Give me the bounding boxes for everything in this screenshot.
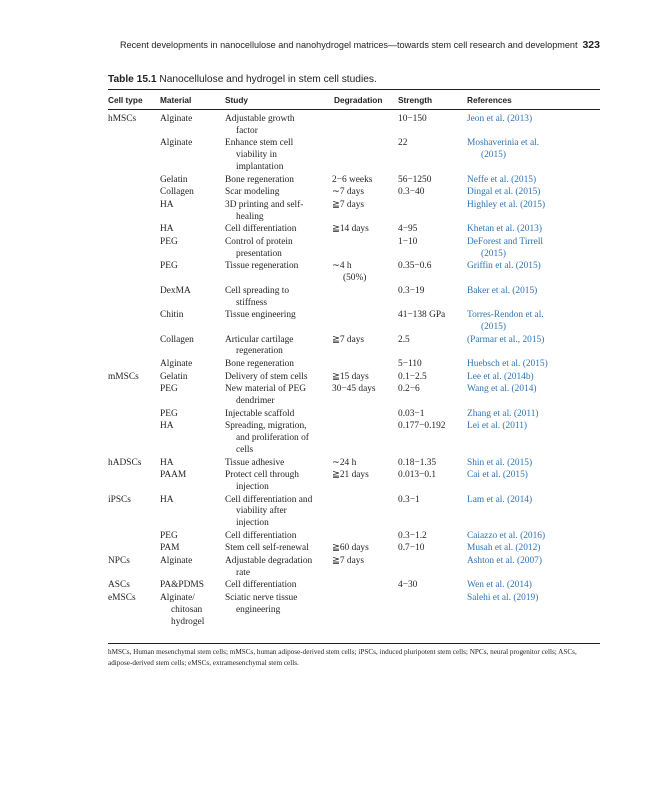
study-cell — [225, 359, 329, 371]
reference-text: Torres-Rendon et al. — [467, 310, 544, 321]
study-cell — [225, 175, 329, 187]
study-cell — [225, 409, 329, 421]
material-text: HA — [160, 224, 174, 235]
study-text: Control of protein — [225, 236, 293, 247]
strength-text: 10−150 — [398, 114, 427, 124]
strength-text: 0.1−2.5 — [398, 371, 427, 382]
study-text: Injectable scaffold — [225, 408, 295, 419]
material-cell — [160, 114, 222, 126]
strength-cell — [398, 187, 466, 199]
degradation-text: 2−6 weeks — [332, 174, 373, 185]
cell-type-text: mMSCs — [108, 371, 139, 382]
study-cell — [225, 237, 329, 261]
degradation-cell — [332, 335, 390, 347]
study-cell — [225, 495, 329, 530]
reference-text: (2015) — [481, 321, 506, 332]
degradation-text: (50%) — [343, 273, 367, 284]
study-cell — [225, 543, 329, 555]
study-cell — [225, 286, 329, 310]
strength-text: 1−10 — [398, 236, 418, 247]
reference-cell — [467, 409, 600, 421]
material-text: hydrogel — [171, 616, 205, 627]
study-text: Cell differentiation — [225, 580, 297, 591]
study-cell — [225, 556, 329, 580]
strength-cell — [398, 495, 466, 507]
strength-text: 0.013−0.1 — [398, 470, 437, 481]
reference-cell — [467, 224, 600, 236]
material-text: PEG — [160, 384, 178, 395]
study-text: rate — [236, 567, 251, 578]
degradation-cell — [332, 261, 390, 285]
reference-text: Dingal et al. (2015) — [467, 187, 541, 198]
study-text: stiffness — [236, 297, 268, 308]
study-cell — [225, 335, 329, 359]
reference-cell — [467, 531, 600, 543]
material-text: Alginate — [160, 138, 193, 149]
strength-cell — [398, 384, 466, 396]
reference-text: Lam et al. (2014) — [467, 494, 533, 505]
reference-text: Salehi et al. (2019) — [467, 593, 539, 604]
degradation-text: ≧21 days — [332, 470, 369, 481]
material-text: PEG — [160, 530, 178, 541]
reference-text: Huebsch et al. (2015) — [467, 359, 548, 370]
strength-text: 41−138 GPa — [398, 310, 446, 321]
degradation-text: ∼24 h — [332, 457, 357, 468]
study-text: and proliferation of — [236, 433, 309, 444]
reference-text: Caiazzo et al. (2016) — [467, 530, 546, 541]
material-text: Alginate — [160, 359, 193, 370]
study-cell — [225, 384, 329, 408]
reference-cell — [467, 175, 600, 187]
study-cell — [225, 372, 329, 384]
material-text: HA — [160, 421, 174, 432]
reference-cell — [467, 421, 600, 433]
study-text: injection — [236, 518, 269, 529]
cell-type-text: iPSCs — [108, 494, 131, 505]
reference-cell — [467, 261, 600, 273]
reference-text: Lei et al. (2011) — [467, 421, 528, 432]
material-cell — [160, 224, 222, 236]
study-text: regeneration — [236, 346, 283, 357]
reference-cell — [467, 543, 600, 555]
reference-text: (Parmar et al., 2015) — [467, 334, 545, 345]
study-text: Adjustable degradation — [225, 556, 313, 567]
cell-type-cell — [108, 556, 158, 568]
reference-cell — [467, 458, 600, 470]
degradation-cell — [332, 543, 390, 555]
material-cell — [160, 372, 222, 384]
study-text: Cell differentiation — [225, 224, 297, 235]
strength-cell — [398, 224, 466, 236]
study-text: Tissue adhesive — [225, 457, 285, 468]
reference-cell — [467, 200, 600, 212]
strength-text: 0.3−40 — [398, 187, 425, 198]
study-text: New material of PEG — [225, 384, 306, 395]
material-text: Alginate/ — [160, 593, 195, 604]
material-cell — [160, 261, 222, 273]
reference-cell — [467, 556, 600, 568]
strength-cell — [398, 372, 466, 384]
study-text: Stem cell self-renewal — [225, 543, 309, 554]
material-cell — [160, 286, 222, 298]
material-text: HA — [160, 199, 174, 210]
reference-cell — [467, 359, 600, 371]
study-text: viability in — [236, 150, 277, 161]
cell-type-cell — [108, 458, 158, 470]
study-text: Cell spreading to — [225, 285, 290, 296]
reference-text: DeForest and Tirrell — [467, 236, 544, 247]
material-text: PA&PDMS — [160, 580, 204, 591]
material-cell — [160, 470, 222, 482]
reference-text: Khetan et al. (2013) — [467, 224, 542, 235]
cell-type-text: NPCs — [108, 556, 130, 567]
material-text: Chitin — [160, 310, 184, 321]
strength-text: 0.3−19 — [398, 285, 425, 296]
material-text: HA — [160, 494, 174, 505]
study-text: Articular cartilage — [225, 334, 294, 345]
material-text: Alginate — [160, 556, 193, 567]
strength-cell — [398, 359, 466, 371]
material-text: Collagen — [160, 334, 194, 345]
reference-cell — [467, 114, 600, 126]
strength-cell — [398, 261, 466, 273]
material-text: HA — [160, 457, 174, 468]
strength-cell — [398, 286, 466, 298]
reference-cell — [467, 495, 600, 507]
degradation-cell — [332, 470, 390, 482]
material-cell — [160, 421, 222, 433]
reference-cell — [467, 237, 600, 261]
reference-text: Jeon et al. (2013) — [467, 114, 533, 124]
study-text: Protect cell through — [225, 470, 299, 481]
table-footnote: hMSCs, Human mesenchymal stem cells; mMSCs, human adipose-derived stem cells; iPSCs, induced pluripotent stem cells; NPCs, neural progenitor cells; ASCs, adipose-derived stem cells; eMSCs, extramesenchymal stem cells. — [108, 648, 577, 667]
study-text: Cell differentiation and — [225, 494, 313, 505]
strength-cell — [398, 458, 466, 470]
page-number: 323 — [582, 39, 600, 51]
reference-text: Cai et al. (2015) — [467, 470, 528, 481]
strength-text: 4−95 — [398, 224, 418, 235]
material-text: PEG — [160, 261, 178, 272]
reference-text: Baker et al. (2015) — [467, 285, 538, 296]
strength-cell — [398, 531, 466, 543]
degradation-cell — [332, 175, 390, 187]
study-cell — [225, 421, 329, 456]
strength-text: 2.5 — [398, 334, 410, 345]
degradation-cell — [332, 372, 390, 384]
degradation-text: ∼7 days — [332, 187, 365, 198]
reference-cell — [467, 384, 600, 396]
strength-cell — [398, 543, 466, 555]
cell-type-cell — [108, 495, 158, 507]
cell-type-cell — [108, 372, 158, 384]
material-text: PEG — [160, 408, 178, 419]
degradation-cell — [332, 187, 390, 199]
reference-text: (2015) — [481, 150, 506, 161]
material-cell — [160, 200, 222, 212]
strength-text: 22 — [398, 138, 408, 149]
strength-text: 0.3−1 — [398, 494, 420, 505]
strength-cell — [398, 409, 466, 421]
strength-text: 4−30 — [398, 580, 418, 591]
material-cell — [160, 495, 222, 507]
column-header-degradation: Degradation — [334, 95, 383, 105]
study-text: Bone regeneration — [225, 174, 294, 185]
strength-cell — [398, 421, 466, 433]
study-text: Sciatic nerve tissue — [225, 593, 298, 604]
strength-cell — [398, 335, 466, 347]
reference-cell — [467, 310, 600, 334]
strength-text: 56−1250 — [398, 174, 432, 185]
material-text: Gelatin — [160, 174, 188, 185]
material-cell — [160, 335, 222, 347]
material-text: PAM — [160, 543, 180, 554]
column-header-references: References — [467, 95, 512, 105]
table-title: Nanocellulose and hydrogel in stem cell studies. — [159, 74, 377, 85]
reference-cell — [467, 187, 600, 199]
material-text: Collagen — [160, 187, 194, 198]
study-cell — [225, 470, 329, 494]
degradation-text: ≧14 days — [332, 224, 369, 235]
degradation-cell — [332, 224, 390, 236]
reference-text: Wen et al. (2014) — [467, 580, 532, 591]
degradation-cell — [332, 458, 390, 470]
study-text: viability after — [236, 506, 287, 517]
study-text: dendrimer — [236, 396, 275, 407]
reference-cell — [467, 580, 600, 592]
study-text: Tissue regeneration — [225, 261, 299, 272]
reference-text: Moshaverinia et al. — [467, 138, 540, 149]
material-cell — [160, 556, 222, 568]
material-text: Gelatin — [160, 371, 188, 382]
cell-type-text: hADSCs — [108, 457, 142, 468]
reference-cell — [467, 470, 600, 482]
study-cell — [225, 200, 329, 224]
degradation-cell — [332, 200, 390, 212]
study-cell — [225, 531, 329, 543]
study-text: injection — [236, 481, 269, 492]
study-cell — [225, 114, 329, 138]
reference-text: Lee et al. (2014b) — [467, 371, 534, 382]
reference-text: Wang et al. (2014) — [467, 384, 537, 395]
strength-cell — [398, 237, 466, 249]
table-label: Table 15.1 — [108, 74, 157, 85]
study-text: factor — [236, 125, 258, 136]
column-header-material: Material — [160, 95, 192, 105]
strength-text: 0.177−0.192 — [398, 421, 446, 432]
cell-type-text: eMSCs — [108, 593, 136, 604]
study-text: Spreading, migration, — [225, 421, 307, 432]
material-cell — [160, 175, 222, 187]
degradation-text: 30−45 days — [332, 384, 376, 395]
study-text: Delivery of stem cells — [225, 371, 308, 382]
study-text: implantation — [236, 162, 284, 172]
material-cell — [160, 458, 222, 470]
strength-text: 0.7−10 — [398, 543, 425, 554]
column-header-study: Study — [225, 95, 249, 105]
degradation-cell — [332, 384, 390, 396]
material-cell — [160, 359, 222, 371]
reference-text: Griffin et al. (2015) — [467, 261, 541, 272]
degradation-text: ≧60 days — [332, 543, 369, 554]
material-cell — [160, 237, 222, 249]
reference-text: (2015) — [481, 248, 506, 259]
study-text: cells — [236, 444, 254, 455]
degradation-text: ∼4 h — [332, 261, 352, 272]
study-cell — [225, 458, 329, 470]
cell-type-text: ASCs — [108, 580, 130, 591]
reference-cell — [467, 372, 600, 384]
cell-type-text: hMSCs — [108, 114, 137, 124]
material-cell — [160, 384, 222, 396]
degradation-text: ≧15 days — [332, 371, 369, 382]
study-cell — [225, 138, 329, 173]
study-cell — [225, 261, 329, 273]
degradation-cell — [332, 556, 390, 568]
cell-type-cell — [108, 580, 158, 592]
reference-cell — [467, 138, 600, 162]
strength-text: 0.35−0.6 — [398, 261, 432, 272]
material-cell — [160, 310, 222, 322]
degradation-text: ≧7 days — [332, 334, 365, 345]
study-text: engineering — [236, 604, 281, 615]
strength-text: 0.2−6 — [398, 384, 420, 395]
reference-cell — [467, 286, 600, 298]
reference-text: Zhang et al. (2011) — [467, 408, 539, 419]
study-cell — [225, 310, 329, 322]
study-text: Tissue engineering — [225, 310, 296, 321]
material-cell — [160, 138, 222, 150]
strength-cell — [398, 114, 466, 126]
running-title: Recent developments in nanocellulose and nanohydrogel matrices—towards stem cell research and development — [120, 40, 578, 50]
reference-text: Highley et al. (2015) — [467, 199, 546, 210]
material-cell — [160, 409, 222, 421]
material-text: PAAM — [160, 470, 187, 481]
strength-cell — [398, 138, 466, 150]
study-text: presentation — [236, 248, 282, 259]
material-text: chitosan — [171, 604, 203, 615]
cell-type-cell — [108, 114, 158, 126]
study-cell — [225, 187, 329, 199]
reference-text: Ashton et al. (2007) — [467, 556, 542, 567]
degradation-text: ≧7 days — [332, 556, 365, 567]
reference-cell — [467, 335, 600, 347]
strength-cell — [398, 580, 466, 592]
study-cell — [225, 593, 329, 617]
strength-cell — [398, 310, 466, 322]
study-text: Cell differentiation — [225, 530, 297, 541]
strength-text: 0.18−1.35 — [398, 457, 437, 468]
strength-text: 0.3−1.2 — [398, 530, 427, 541]
strength-text: 0.03−1 — [398, 408, 425, 419]
reference-text: Neffe et al. (2015) — [467, 174, 537, 185]
study-text: 3D printing and self- — [225, 199, 304, 210]
column-header-strength: Strength — [398, 95, 433, 105]
strength-cell — [398, 470, 466, 482]
degradation-text: ≧7 days — [332, 199, 365, 210]
reference-text: Shin et al. (2015) — [467, 457, 533, 468]
strength-cell — [398, 175, 466, 187]
cell-type-cell — [108, 593, 158, 605]
study-text: Adjustable growth — [225, 114, 295, 124]
study-cell — [225, 224, 329, 236]
material-cell — [160, 531, 222, 543]
table-bottom-rule — [108, 643, 600, 644]
strength-text: 5−110 — [398, 359, 422, 370]
column-header-cell-type: Cell type — [108, 95, 143, 105]
material-cell — [160, 593, 222, 628]
material-text: Alginate — [160, 114, 193, 124]
material-text: DexMA — [160, 285, 191, 296]
material-cell — [160, 187, 222, 199]
material-text: PEG — [160, 236, 178, 247]
reference-text: Musah et al. (2012) — [467, 543, 541, 554]
study-text: Scar modeling — [225, 187, 280, 198]
material-cell — [160, 543, 222, 555]
material-cell — [160, 580, 222, 592]
study-text: Bone regeneration — [225, 359, 294, 370]
reference-cell — [467, 593, 600, 605]
study-cell — [225, 580, 329, 592]
study-text: healing — [236, 211, 264, 222]
study-text: Enhance stem cell — [225, 138, 294, 149]
